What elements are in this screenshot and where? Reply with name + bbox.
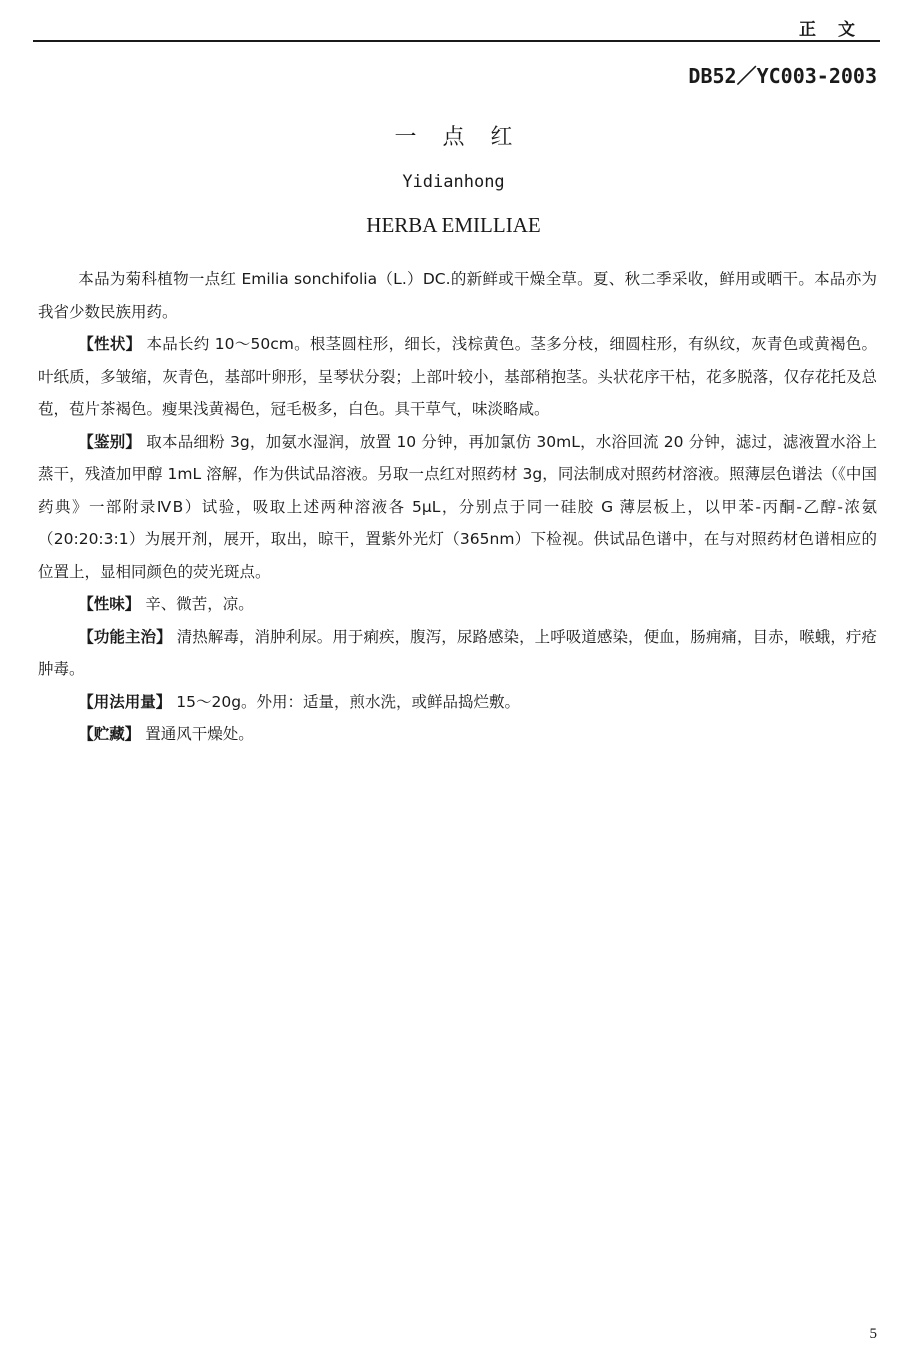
section-label: 【贮藏】 [78, 725, 141, 743]
section-label: 【用法用量】 [78, 692, 172, 711]
section-label: 【鉴别】 [78, 432, 142, 451]
section-functions [38, 621, 877, 686]
section-identification [38, 426, 877, 589]
section-storage [38, 718, 877, 751]
section-appearance [38, 328, 877, 426]
page-number: 5 [869, 1326, 877, 1342]
section-label: 【性状】 [78, 335, 142, 353]
section-text: 清热解毒，消肿利尿。用于痢疾，腹泻，尿路感染，上呼吸道感染，便血，肠痈痛，目赤，喉蛾，疔疮肿毒。 [38, 627, 877, 678]
section-text: 本品长约 10～50cm。根茎圆柱形，细长，浅棕黄色。茎多分枝，细圆柱形，有纵纹，灰青色或黄褐色。叶纸质，多皱缩，灰青色，基部叶卵形，呈琴状分裂；上部叶较小，基部稍抱茎。头状花序干枯，花多脱落，仅存花托及总苞，苞片茶褐色。瘦果浅黄褐色，冠毛极多，白色。具干草气，味淡略咸。 [38, 335, 877, 418]
page-title-chinese: 一点红 [394, 125, 539, 150]
section-label: 【性味】 [78, 595, 141, 613]
section-header-label: 正文 [799, 20, 877, 40]
standard-number: DB52／YC003-2003 [688, 64, 877, 88]
section-dosage [38, 686, 877, 719]
section-label: 【功能主治】 [78, 627, 172, 646]
page-title-pinyin: Yidianhong [402, 172, 505, 192]
section-text: 15～20g。外用：适量，煎水洗，或鲜品捣烂敷。 [176, 692, 521, 711]
monograph-body [38, 263, 877, 751]
section-text: 置通风干燥处。 [145, 725, 254, 743]
section-text: 取本品细粉 3g，加氨水湿润，放置 10 分钟，再加氯仿 30mL，水浴回流 20 分钟，滤过，滤液置水浴上蒸干，残渣加甲醇 1mL 溶解，作为供试品溶液。另取一点红对照药材 3g，同法制成对照药材溶液。照薄层色谱法（《中国药典》一部附录ⅣB）试验，吸取上述两种溶液各 5μL，分别点于同一硅胶 G 薄层板上，以甲苯-丙酮-乙醇-浓氨（20:20:3:1）为展开剂，展开，取出，晾干，置紫外光灯（365nm）下检视。供试品色谱中，在与对照药材色谱相应的位置上，显相同颜色的荧光斑点。 [38, 432, 877, 581]
header-divider [33, 40, 880, 42]
section-property-flavor [38, 588, 877, 621]
page-title-latin: HERBA EMILLIAE [366, 213, 541, 237]
intro-paragraph: 本品为菊科植物一点红 Emilia sonchifolia（L.）DC.的新鲜或干燥全草。夏、秋二季采收，鲜用或晒干。本品亦为我省少数民族用药。 [38, 270, 877, 321]
section-text: 辛、微苦，凉。 [145, 595, 254, 613]
